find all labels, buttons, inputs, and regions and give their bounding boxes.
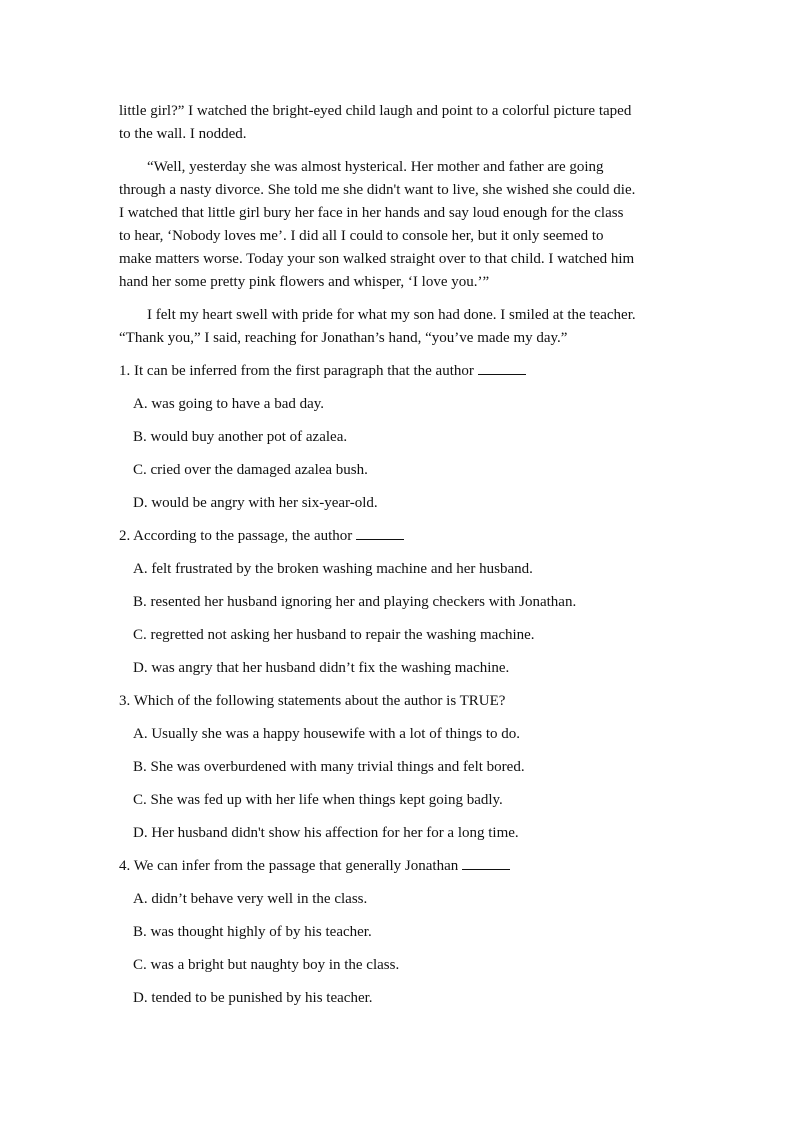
question-3-option-b: B. She was overburdened with many trivial things and felt bored. (133, 759, 525, 775)
question-2-option-d: D. was angry that her husband didn’t fix the washing machine. (133, 660, 510, 676)
question-2-stem (119, 525, 675, 548)
question-2-option-a: A. felt frustrated by the broken washing machine and her husband. (133, 561, 533, 577)
passage-line: “Thank you,” I said, reaching for Jonathan’s hand, “you’ve made my day.” (119, 330, 568, 346)
question-3-option-a: A. Usually she was a happy housewife with a lot of things to do. (133, 726, 521, 742)
question-stem-text: 2. According to the passage, the author (119, 528, 353, 544)
answer-blank (462, 855, 510, 870)
question-1-option-a: A. was going to have a bad day. (133, 396, 325, 412)
passage-paragraph-2 (119, 156, 675, 294)
passage-line: I watched that little girl bury her face in her hands and say loud enough for the class (119, 205, 624, 221)
answer-blank (478, 360, 526, 375)
passage-line: little girl?” I watched the bright-eyed child laugh and point to a colorful picture taped (119, 103, 632, 119)
page-content (119, 100, 675, 1020)
passage-line: through a nasty divorce. She told me she didn't want to live, she wished she could die. (119, 182, 636, 198)
question-3-option-d: D. Her husband didn't show his affection for her for a long time. (133, 825, 519, 841)
passage-line: I felt my heart swell with pride for what my son had done. I smiled at the teacher. (147, 307, 636, 323)
question-1-option-d: D. would be angry with her six-year-old. (133, 495, 378, 511)
question-1-option-c: C. cried over the damaged azalea bush. (133, 462, 368, 478)
question-4-stem (119, 855, 675, 878)
passage-line: to the wall. I nodded. (119, 126, 247, 142)
question-stem-text: 1. It can be inferred from the first paragraph that the author (119, 363, 474, 379)
question-4-option-a: A. didn’t behave very well in the class. (133, 891, 368, 907)
passage-line: “Well, yesterday she was almost hysterical. Her mother and father are going (147, 159, 604, 175)
question-4-option-d: D. tended to be punished by his teacher. (133, 990, 373, 1006)
passage-paragraph-1 (119, 100, 675, 146)
question-2-option-c: C. regretted not asking her husband to repair the washing machine. (133, 627, 535, 643)
question-3-option-c: C. She was fed up with her life when things kept going badly. (133, 792, 503, 808)
question-stem-text: 4. We can infer from the passage that generally Jonathan (119, 858, 459, 874)
question-4-option-b: B. was thought highly of by his teacher. (133, 924, 372, 940)
question-stem-text: 3. Which of the following statements about the author is TRUE? (119, 693, 506, 709)
passage-paragraph-3 (119, 304, 675, 350)
passage-line: hand her some pretty pink flowers and whisper, ‘I love you.’” (119, 274, 490, 290)
question-4-option-c: C. was a bright but naughty boy in the class. (133, 957, 400, 973)
passage-line: make matters worse. Today your son walked straight over to that child. I watched him (119, 251, 635, 267)
question-1-stem (119, 360, 675, 383)
question-3-stem (119, 690, 675, 713)
answer-blank (356, 525, 404, 540)
question-2-option-b: B. resented her husband ignoring her and playing checkers with Jonathan. (133, 594, 577, 610)
question-1-option-b: B. would buy another pot of azalea. (133, 429, 348, 445)
passage-line: to hear, ‘Nobody loves me’. I did all I could to console her, but it only seemed to (119, 228, 604, 244)
